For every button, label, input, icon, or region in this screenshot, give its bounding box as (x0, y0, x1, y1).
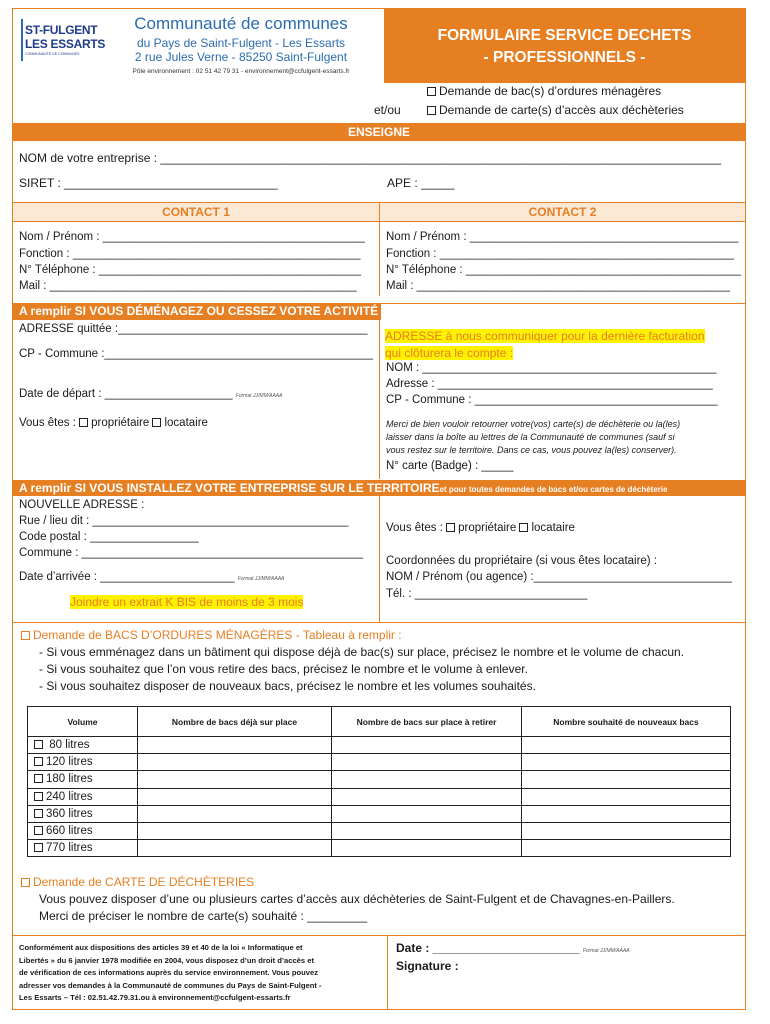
new-cell[interactable] (522, 737, 731, 754)
kbis-note: Joindre un extrait K BIS de moins de 3 mois (70, 595, 304, 609)
new-cell[interactable] (522, 771, 731, 788)
contact2-title: CONTACT 2 (380, 203, 745, 221)
card-return-note1: Merci de bien vouloir retourner votre(vos) carte(s) de déchèterie ou la(les) (386, 419, 681, 429)
date-label: Date : ______________________ (396, 941, 580, 955)
install-tenant-label: locataire (531, 522, 575, 534)
form-page (12, 8, 746, 1010)
checkbox-bins[interactable] (427, 87, 436, 96)
volume-checkbox[interactable] (34, 757, 43, 766)
section-enseigne-title: ENSEIGNE (13, 123, 745, 141)
col-remove: Nombre de bacs sur place à retirer (332, 707, 522, 737)
final-billing-address-hl2: qui clôturera le compte : (385, 346, 514, 360)
col-existing: Nombre de bacs déjà sur place (138, 707, 332, 737)
card-return-note2: laisser dans la boîte au lettres de la Communauté de communes (sauf si (386, 432, 675, 442)
new-cell[interactable] (522, 840, 731, 857)
commune-field[interactable]: Commune : ____________________________________________ (19, 547, 364, 559)
bins-bullet-3: - Si vous souhaitez disposer de nouveaux bacs, précisez le nombre et les volumes souhaités. (39, 679, 536, 693)
remove-cell[interactable] (332, 805, 522, 822)
form-title (384, 9, 745, 83)
section-move-title: A remplir SI VOUS DÉMÉNAGEZ OU CESSEZ VOTRE ACTIVITÉ (13, 303, 381, 320)
move-tenant-checkbox[interactable] (152, 418, 161, 427)
move-status (19, 417, 208, 429)
bins-table-header (28, 707, 731, 737)
cards-info: Vous pouvez disposer d’une ou plusieurs cartes d’accès aux déchèteries de Saint-Fulgent et de Chavagnes-en-Paillers. (39, 892, 675, 906)
departure-date-label: Date de départ : ____________________ (19, 388, 233, 400)
final-cp-field[interactable]: CP - Commune : ______________________________________ (386, 394, 718, 406)
contact1-phone[interactable]: N° Téléphone : _________________________________________ (19, 264, 362, 276)
volume-checkbox[interactable] (34, 774, 43, 783)
bins-bullet-2: - Si vous souhaitez que l’on vous retire des bacs, précisez le nombre et le volume à enlever. (39, 662, 528, 676)
logo (17, 19, 113, 71)
checkbox-cards[interactable] (427, 106, 436, 115)
legal-line1: Conformément aux dispositions des articles 39 et 40 de la loi « Informatique et (19, 943, 303, 952)
option-bins[interactable] (427, 84, 661, 98)
contact1-title: CONTACT 1 (13, 203, 379, 221)
ape-field[interactable]: APE : _____ (387, 176, 455, 190)
badge-number-field[interactable]: N° carte (Badge) : _____ (386, 460, 514, 472)
postal-code-field[interactable]: Code postal : _________________ (19, 531, 199, 543)
final-billing-address-hl1: ADRESSE à nous communiquer pour la dernière facturation (385, 329, 705, 343)
departure-date-field[interactable] (19, 388, 282, 400)
volume-cell[interactable] (28, 754, 138, 771)
section-install-title (13, 480, 745, 496)
new-address-label: NOUVELLE ADRESSE : (19, 499, 145, 511)
volume-cell[interactable] (28, 771, 138, 788)
volume-cell[interactable] (28, 805, 138, 822)
volume-cell[interactable] (28, 822, 138, 839)
remove-cell[interactable] (332, 840, 522, 857)
new-cell[interactable] (522, 822, 731, 839)
install-owner-label: propriétaire (458, 522, 517, 534)
move-you-are: Vous êtes : (19, 417, 76, 429)
table-row (28, 840, 731, 857)
org-contact: Pôle environnement : 02 51 42 79 31 - environnement@ccfulgent-essarts.fr (132, 68, 350, 75)
remove-cell[interactable] (332, 771, 522, 788)
volume-label: 180 litres (46, 773, 93, 786)
install-you-are: Vous êtes : (386, 522, 443, 534)
remove-cell[interactable] (332, 754, 522, 771)
install-owner-checkbox[interactable] (446, 523, 455, 532)
volume-label: 360 litres (46, 807, 93, 820)
signature-field[interactable]: Signature : (396, 959, 459, 973)
final-address-field[interactable]: Adresse : ___________________________________________ (386, 378, 713, 390)
logo-line1: ST-FULGENT (25, 23, 98, 37)
cards-request-title: Demande de CARTE DE DÉCHÈTERIES (33, 875, 255, 889)
bins-request-title: Demande de BACS D’ORDURES MÉNAGÈRES - Tableau à remplir : (33, 628, 402, 642)
contact2-mail[interactable]: Mail : _________________________________________________ (386, 280, 731, 292)
contact1-mail[interactable]: Mail : ________________________________________________ (19, 280, 357, 292)
form-title-line2: - PROFESSIONNELS - (483, 49, 646, 66)
table-row (28, 754, 731, 771)
col-volume: Volume (28, 707, 138, 737)
volume-checkbox[interactable] (34, 843, 43, 852)
date-format: Format JJ/MM/AAAA (582, 948, 630, 954)
contact1-function[interactable]: Fonction : _____________________________________________ (19, 248, 361, 260)
bins-request-checkbox[interactable] (21, 631, 30, 640)
move-tenant-label: locataire (164, 417, 208, 429)
bins-table (27, 706, 731, 857)
cards-request-checkbox[interactable] (21, 878, 30, 887)
volume-checkbox[interactable] (34, 792, 43, 801)
existing-cell[interactable] (138, 771, 332, 788)
logo-line2: LES ESSARTS (25, 37, 106, 51)
arrival-date-field[interactable] (19, 571, 284, 583)
org-address-2: 2 rue Jules Verne - 85250 Saint-Fulgent (134, 50, 348, 64)
form-title-line1: FORMULAIRE SERVICE DECHETS (437, 27, 692, 44)
street-field[interactable]: Rue / lieu dit : ________________________________________ (19, 515, 349, 527)
volume-label: 770 litres (46, 842, 93, 855)
legal-line4: adresser vos demandes à la Communauté de communes du Pays de Saint-Fulgent - (19, 980, 322, 990)
contact2-function[interactable]: Fonction : ______________________________________________ (386, 248, 734, 260)
table-row (28, 805, 731, 822)
volume-cell[interactable] (28, 737, 138, 754)
existing-cell[interactable] (138, 840, 332, 857)
left-address-field[interactable]: ADRESSE quittée :_______________________________________ (19, 323, 368, 335)
bins-request[interactable] (21, 628, 402, 642)
move-owner-checkbox[interactable] (79, 418, 88, 427)
section-install-title-main: A remplir SI VOUS INSTALLEZ VOTRE ENTREPRISE SUR LE TERRITOIRE (19, 481, 440, 495)
table-row (28, 737, 731, 754)
siret-field[interactable]: SIRET : ________________________________ (19, 176, 278, 190)
cards-request[interactable] (21, 875, 254, 889)
org-name: Communauté de communes (134, 14, 348, 33)
install-status (386, 522, 575, 534)
legal-line5: Les Essarts – Tél : 02.51.42.79.31.ou à environnement@ccfulgent-essarts.fr (19, 993, 291, 1002)
existing-cell[interactable] (138, 737, 332, 754)
col-new: Nombre souhaité de nouveaux bacs (522, 707, 731, 737)
owner-name-field[interactable]: NOM / Prénom (ou agence) :_______________________________ (386, 571, 732, 583)
section-install-title-small: et pour toutes demandes de bacs et/ou cartes de déchèterie (439, 485, 668, 494)
existing-cell[interactable] (138, 822, 332, 839)
existing-cell[interactable] (138, 788, 332, 805)
legal-notice (19, 942, 383, 1005)
volume-checkbox[interactable] (34, 826, 43, 835)
table-row (28, 822, 731, 839)
bins-bullet-1: - Si vous emménagez dans un bâtiment qui dispose déjà de bac(s) sur place, précisez le nombre et le volume de chacun. (39, 645, 685, 659)
remove-cell[interactable] (332, 822, 522, 839)
volume-label: 660 litres (46, 825, 93, 838)
existing-cell[interactable] (138, 754, 332, 771)
owner-coords-label: Coordonnées du propriétaire (si vous êtes locataire) : (386, 555, 658, 567)
legal-line3: de vérification de ces informations auprès du service environnement. Vous pouvez (19, 968, 319, 977)
departure-date-format: Format JJ/MM/AAAA (235, 393, 283, 399)
logo-line3: COMMUNAUTÉ DE COMMUNES (25, 52, 80, 56)
volume-cell[interactable] (28, 788, 138, 805)
volume-label: 120 litres (46, 756, 93, 769)
date-field[interactable] (396, 941, 630, 955)
org-address-1: du Pays de Saint-Fulgent - Les Essarts (136, 36, 346, 50)
legal-line2: Libertés » du 6 janvier 1978 modifiée en 2004, vous disposez d’un droit d’accès et (19, 955, 314, 965)
option-cards-label: Demande de carte(s) d’accès aux déchèteries (439, 103, 684, 117)
option-cards[interactable] (427, 103, 684, 117)
final-nom-field[interactable]: NOM : ______________________________________________ (386, 362, 717, 374)
contact1-name[interactable]: Nom / Prénom : _________________________________________ (19, 231, 365, 243)
contact2-name[interactable]: Nom / Prénom : __________________________________________ (386, 231, 739, 243)
volume-checkbox[interactable] (34, 809, 43, 818)
new-cell[interactable] (522, 805, 731, 822)
cards-count-field[interactable]: Merci de préciser le nombre de carte(s) souhaité : _________ (39, 909, 368, 923)
et-ou-label: et/ou (374, 103, 401, 117)
remove-cell[interactable] (332, 737, 522, 754)
table-row (28, 788, 731, 805)
company-name-field[interactable]: NOM de votre entreprise : ____________________________________________________________________________________ (19, 151, 721, 165)
install-tenant-checkbox[interactable] (519, 523, 528, 532)
new-cell[interactable] (522, 788, 731, 805)
volume-label: 240 litres (46, 790, 93, 803)
volume-label: 80 litres (49, 739, 90, 752)
arrival-date-format: Format JJ/MM/AAAA (237, 576, 285, 582)
new-cell[interactable] (522, 754, 731, 771)
existing-cell[interactable] (138, 805, 332, 822)
option-bins-label: Demande de bac(s) d’ordures ménagères (439, 84, 662, 98)
contact2-phone[interactable]: N° Téléphone : ___________________________________________ (386, 264, 741, 276)
card-return-note3: vous restez sur le territoire. Dans ce cas, vous pouvez la(les) conserver). (386, 445, 677, 455)
move-owner-label: propriétaire (91, 417, 150, 429)
volume-cell[interactable] (28, 840, 138, 857)
remove-cell[interactable] (332, 788, 522, 805)
owner-tel-field[interactable]: Tél. : ___________________________ (386, 588, 588, 600)
arrival-date-label: Date d’arrivée : _____________________ (19, 571, 235, 583)
volume-checkbox[interactable] (34, 740, 43, 749)
table-row (28, 771, 731, 788)
left-cp-field[interactable]: CP - Commune :__________________________________________ (19, 348, 374, 360)
